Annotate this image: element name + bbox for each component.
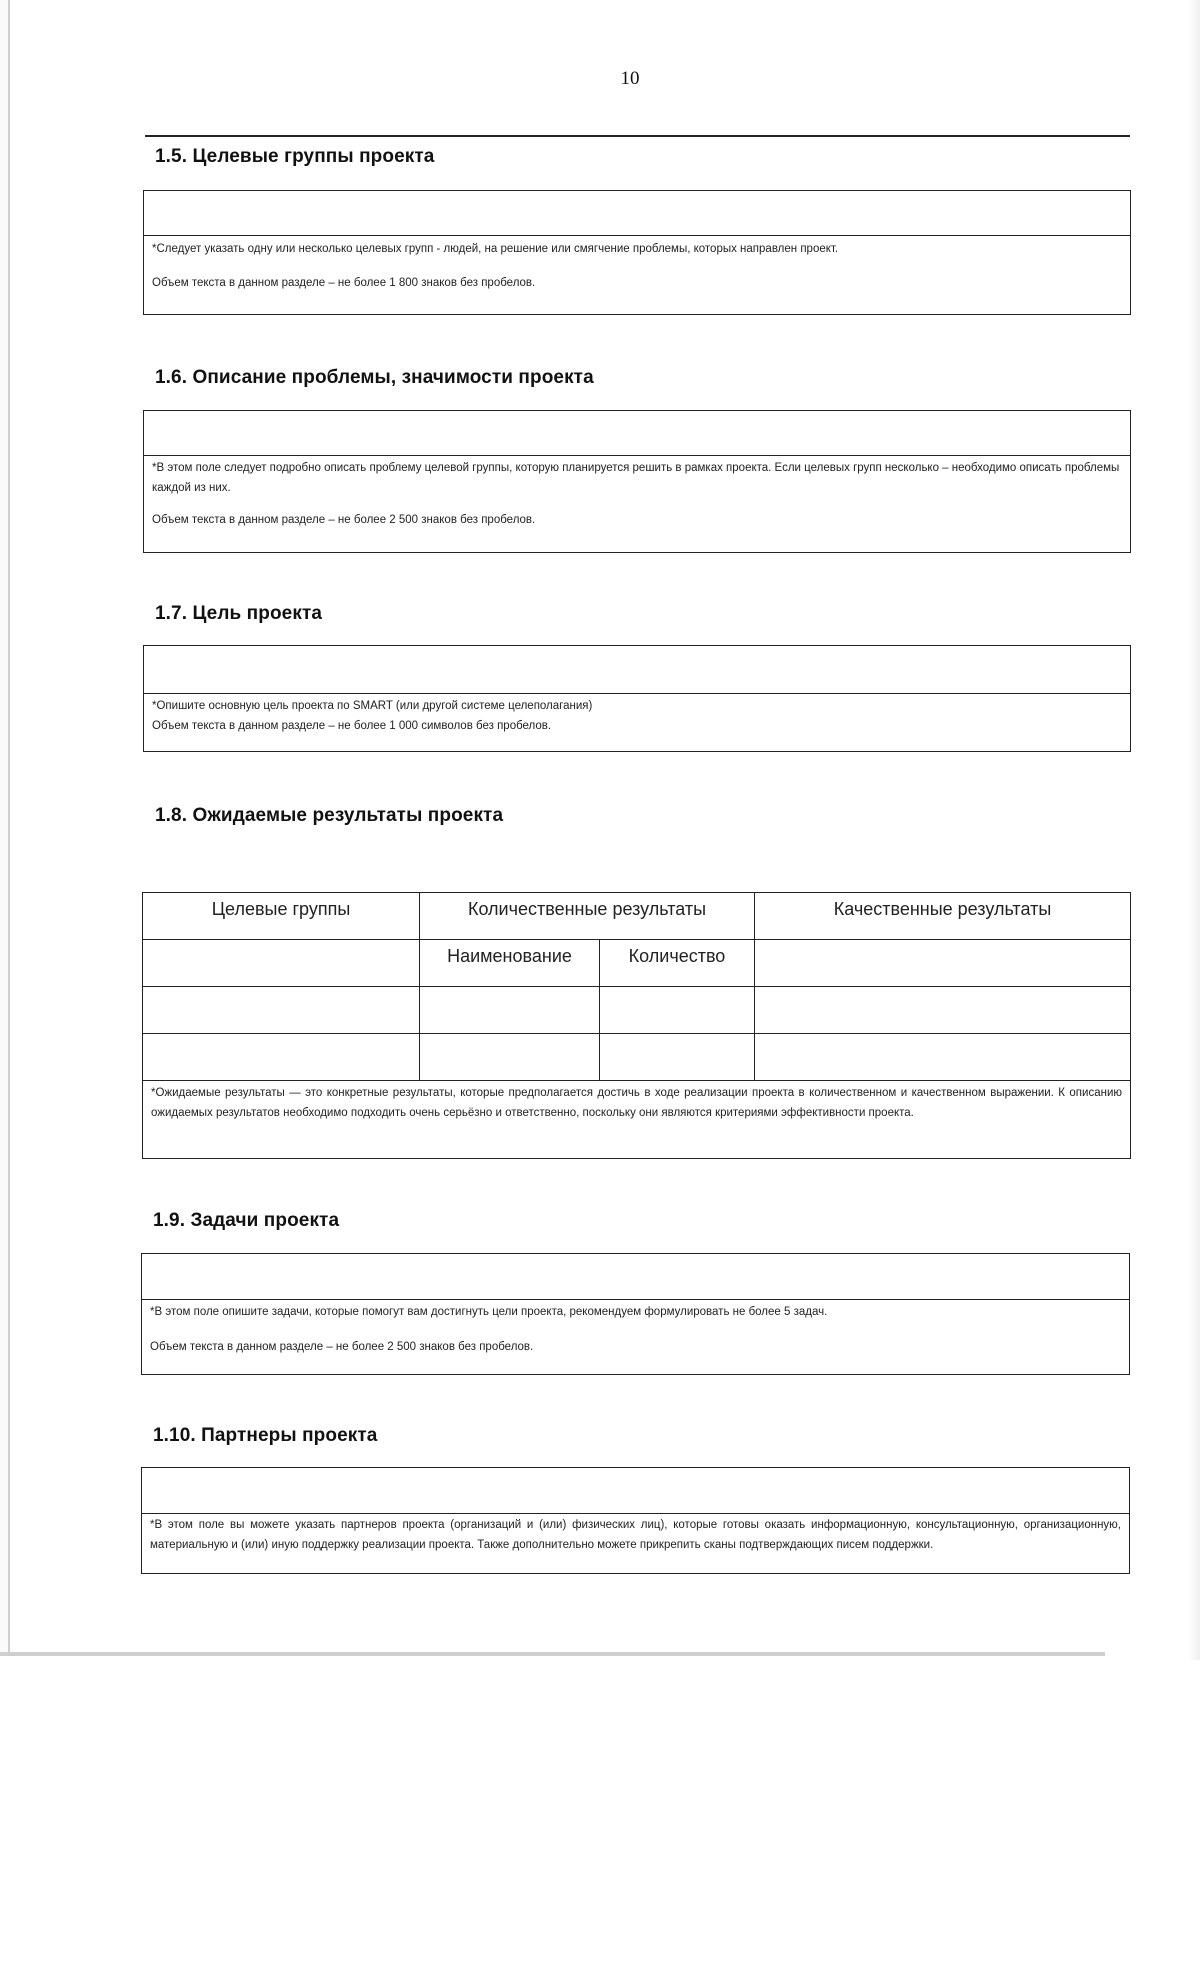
- section-title-problem: 1.6. Описание проблемы, значимости проекта: [155, 367, 594, 388]
- results-table: [142, 892, 1131, 1159]
- cell-empty[interactable]: [143, 940, 420, 987]
- hint-limit: Объем текста в данном разделе – не более 2 500 знаков без пробелов.: [150, 1341, 534, 1353]
- header-count: Количество: [600, 940, 755, 987]
- section-title-target-groups: 1.5. Целевые группы проекта: [155, 146, 435, 167]
- page-edge-right: [1188, 0, 1200, 1660]
- target-groups-box: [143, 190, 1131, 315]
- problem-hint: [144, 456, 1130, 530]
- tasks-hint: [142, 1300, 1129, 1357]
- header-quantitative: Количественные результаты: [420, 893, 755, 940]
- hint-limit: Объем текста в данном разделе – не более 2 500 знаков без пробелов.: [152, 514, 536, 526]
- problem-box: [143, 410, 1131, 553]
- cell-name[interactable]: [420, 1034, 600, 1081]
- hint-text: *В этом поле следует подробно описать проблему целевой группы, которую планируется решить в рамках проекта. Если целевых групп несколько – необходимо описать проблемы каждой из них.: [152, 462, 1120, 494]
- page-edge-left: [0, 0, 10, 1655]
- hint-text: *Опишите основную цель проекта по SMART (или другой системе целеполагания): [152, 700, 593, 712]
- cell-name[interactable]: [420, 987, 600, 1034]
- section-title-partners: 1.10. Партнеры проекта: [153, 1425, 378, 1446]
- hint-limit: Объем текста в данном разделе – не более 1 800 знаков без пробелов.: [152, 277, 536, 289]
- section-title-tasks: 1.9. Задачи проекта: [153, 1210, 340, 1231]
- cell-count[interactable]: [600, 987, 755, 1034]
- cell-empty[interactable]: [755, 940, 1131, 987]
- section-title-goal: 1.7. Цель проекта: [155, 603, 323, 624]
- cell-count[interactable]: [600, 1034, 755, 1081]
- hint-text: *Следует указать одну или несколько целевых групп - людей, на решение или смягчение проблемы, которых направлен проект.: [152, 243, 839, 255]
- tasks-input[interactable]: [142, 1254, 1129, 1300]
- partners-box: [141, 1467, 1130, 1574]
- section-title-results: 1.8. Ожидаемые результаты проекта: [155, 805, 504, 826]
- page-edge-bottom: [0, 1652, 1105, 1656]
- table-row: [143, 987, 1131, 1034]
- target-groups-hint: [144, 236, 1130, 293]
- page-number: 10: [620, 68, 640, 89]
- hint-text: *В этом поле опишите задачи, которые помогут вам достигнуть цели проекта, рекомендуем формулировать не более 5 задач.: [150, 1306, 828, 1318]
- goal-box: [143, 645, 1131, 752]
- hint-text: *В этом поле вы можете указать партнеров проекта (организаций и (или) физических лиц), которые готовы оказать информационную, консультационную, организационную, материальную и (или) иную поддержку реализации проекта. Также дополнительно можете прикрепить сканы подтверждающих писем поддержки.: [150, 1519, 1121, 1551]
- problem-input[interactable]: [144, 411, 1130, 456]
- tasks-box: [141, 1253, 1130, 1375]
- table-row: [143, 1034, 1131, 1081]
- partners-hint: [142, 1514, 1129, 1555]
- cell-qualitative[interactable]: [755, 987, 1131, 1034]
- goal-input[interactable]: [144, 646, 1130, 694]
- hint-limit: Объем текста в данном разделе – не более 1 000 символов без пробелов.: [152, 720, 552, 732]
- header-target-groups: Целевые группы: [143, 893, 420, 940]
- target-groups-input[interactable]: [144, 191, 1130, 236]
- cell-target-group[interactable]: [143, 987, 420, 1034]
- header-qualitative: Качественные результаты: [755, 893, 1131, 940]
- goal-hint: [144, 694, 1130, 736]
- header-rule: [145, 135, 1130, 137]
- cell-qualitative[interactable]: [755, 1034, 1131, 1081]
- partners-input[interactable]: [142, 1468, 1129, 1514]
- results-note: *Ожидаемые результаты — это конкретные результаты, которые предполагается достичь в ходе реализации проекта в количественном и качественном выражении. К описанию ожидаемых результатов необходимо подходить очень серьёзно и ответственно, поскольку они являются критериями эффективности проекта.: [143, 1081, 1131, 1159]
- header-name: Наименование: [420, 940, 600, 987]
- cell-target-group[interactable]: [143, 1034, 420, 1081]
